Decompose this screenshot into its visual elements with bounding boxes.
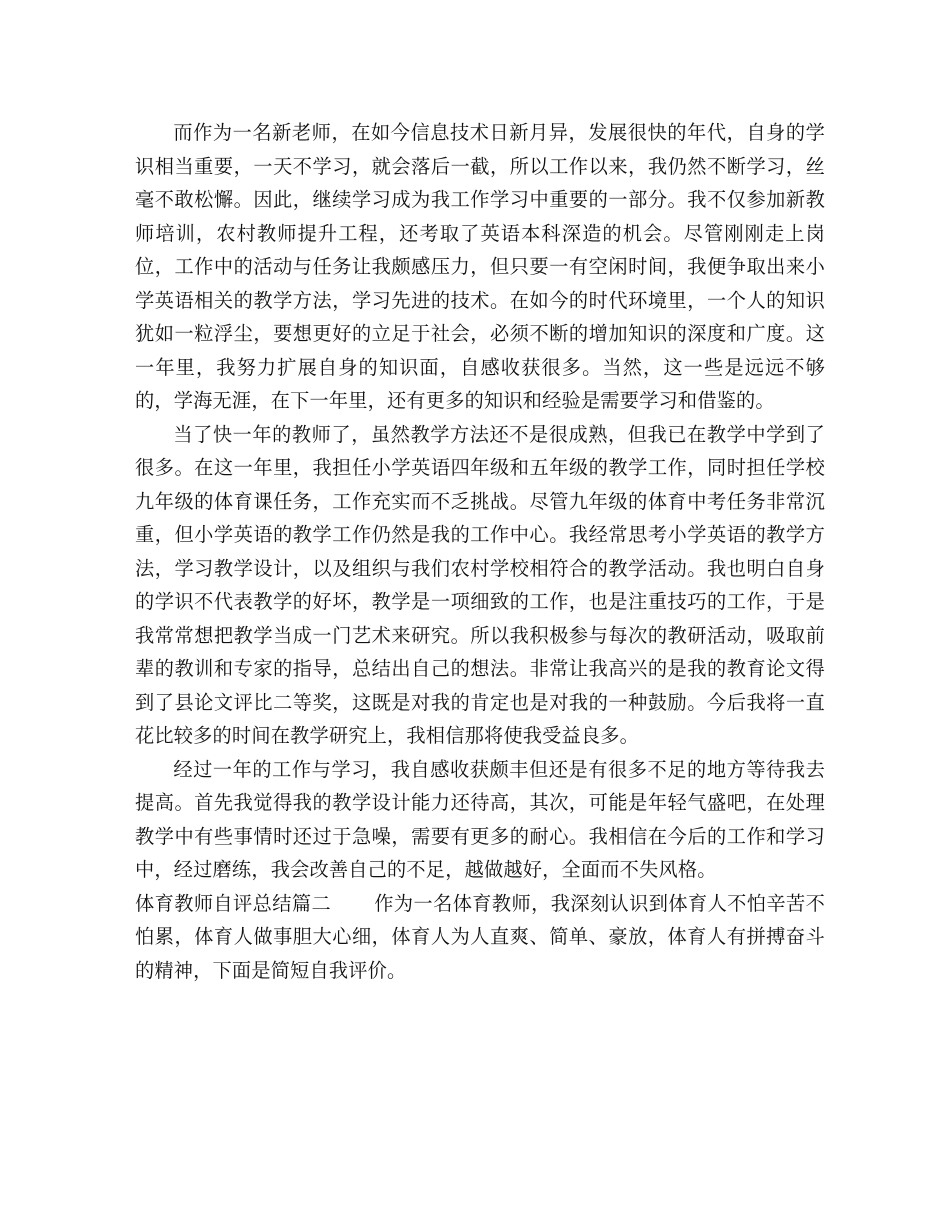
- paragraph-3: 经过一年的工作与学习，我自感收获颇丰但还是有很多不足的地方等待我去提高。首先我觉得我的教学设计能力还待高，其次，可能是年轻气盛吧，在处理教学中有些事情时还过于急噪，需要有更多的耐心。我相信在今后的工作和学习中，经过磨练，我会改善自己的不足，越做越好，全面而不失风格。: [135, 757, 825, 881]
- section-two: [135, 887, 825, 988]
- section-text: 作为一名体育教师，我深刻认识到体育人不怕辛苦不怕累，体育人做事胆大心细，体育人为人直爽、简单、豪放，体育人有拼搏奋斗的精神，下面是简短自我评价。: [135, 891, 825, 982]
- paragraph-1: 而作为一名新老师，在如今信息技术日新月异，发展很快的年代，自身的学识相当重要，一天不学习，就会落后一截，所以工作以来，我仍然不断学习，丝毫不敢松懈。因此，继续学习成为我工作学习中重要的一部分。我不仅参加新教师培训，农村教师提升工程，还考取了英语本科深造的机会。尽管刚刚走上岗位，工作中的活动与任务让我颇感压力，但只要一有空闲时间，我便争取出来小学英语相关的教学方法，学习先进的技术。在如今的时代环境里，一个人的知识犹如一粒浮尘，要想更好的立足于社会，必须不断的增加知识的深度和广度。这一年里，我努力扩展自身的知识面，自感收获很多。当然，这一些是远远不够的，学海无涯，在下一年里，还有更多的知识和经验是需要学习和借鉴的。: [135, 121, 825, 412]
- section-title: 体育教师自评总结篇二: [135, 891, 332, 915]
- paragraph-2: 当了快一年的教师了，虽然教学方法还不是很成熟，但我已在教学中学到了很多。在这一年里，我担任小学英语四年级和五年级的教学工作，同时担任学校九年级的体育课任务，工作充实而不乏挑战。尽管九年级的体育中考任务非常沉重，但小学英语的教学工作仍然是我的工作中心。我经常思考小学英语的教学方法，学习教学设计，以及组织与我们农村学校相符合的教学活动。我也明白自身的学识不代表教学的好坏，教学是一项细致的工作，也是注重技巧的工作，于是我常常想把教学当成一门艺术来研究。所以我积极参与每次的教研活动，吸取前辈的教训和专家的指导，总结出自己的想法。非常让我高兴的是我的教育论文得到了县论文评比二等奖，这既是对我的肯定也是对我的一种鼓励。今后我将一直花比较多的时间在教学研究上，我相信那将使我受益良多。: [135, 422, 825, 747]
- document-body: [135, 116, 825, 987]
